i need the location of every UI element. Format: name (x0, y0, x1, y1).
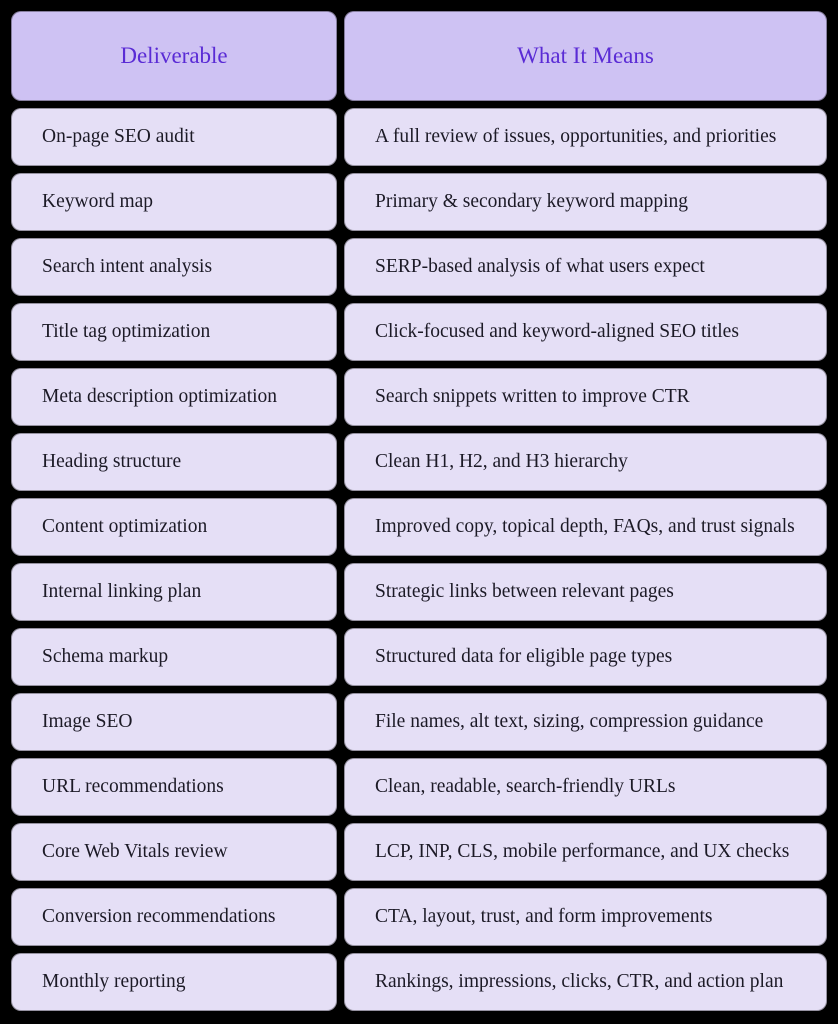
deliverable-cell: Internal linking plan (11, 563, 337, 621)
meaning-cell: LCP, INP, CLS, mobile performance, and UX checks (344, 823, 827, 881)
meaning-cell: Clean, readable, search-friendly URLs (344, 758, 827, 816)
deliverable-cell: Image SEO (11, 693, 337, 751)
meaning-cell: A full review of issues, opportunities, and priorities (344, 108, 827, 166)
header-cell-what-it-means: What It Means (344, 11, 827, 101)
meaning-cell: SERP-based analysis of what users expect (344, 238, 827, 296)
deliverable-cell: On-page SEO audit (11, 108, 337, 166)
meaning-cell: Click-focused and keyword-aligned SEO titles (344, 303, 827, 361)
meaning-cell: File names, alt text, sizing, compression guidance (344, 693, 827, 751)
meaning-cell: Rankings, impressions, clicks, CTR, and action plan (344, 953, 827, 1011)
meaning-cell: Strategic links between relevant pages (344, 563, 827, 621)
deliverable-cell: Search intent analysis (11, 238, 337, 296)
deliverable-cell: Keyword map (11, 173, 337, 231)
meaning-cell: Structured data for eligible page types (344, 628, 827, 686)
meaning-cell: Clean H1, H2, and H3 hierarchy (344, 433, 827, 491)
meaning-cell: Primary & secondary keyword mapping (344, 173, 827, 231)
deliverable-cell: URL recommendations (11, 758, 337, 816)
deliverable-cell: Schema markup (11, 628, 337, 686)
meaning-cell: Search snippets written to improve CTR (344, 368, 827, 426)
deliverable-cell: Core Web Vitals review (11, 823, 337, 881)
deliverable-cell: Heading structure (11, 433, 337, 491)
deliverable-cell: Meta description optimization (11, 368, 337, 426)
deliverable-cell: Content optimization (11, 498, 337, 556)
deliverable-cell: Conversion recommendations (11, 888, 337, 946)
meaning-cell: Improved copy, topical depth, FAQs, and trust signals (344, 498, 827, 556)
meaning-cell: CTA, layout, trust, and form improvements (344, 888, 827, 946)
deliverable-cell: Monthly reporting (11, 953, 337, 1011)
deliverable-cell: Title tag optimization (11, 303, 337, 361)
header-cell-deliverable: Deliverable (11, 11, 337, 101)
